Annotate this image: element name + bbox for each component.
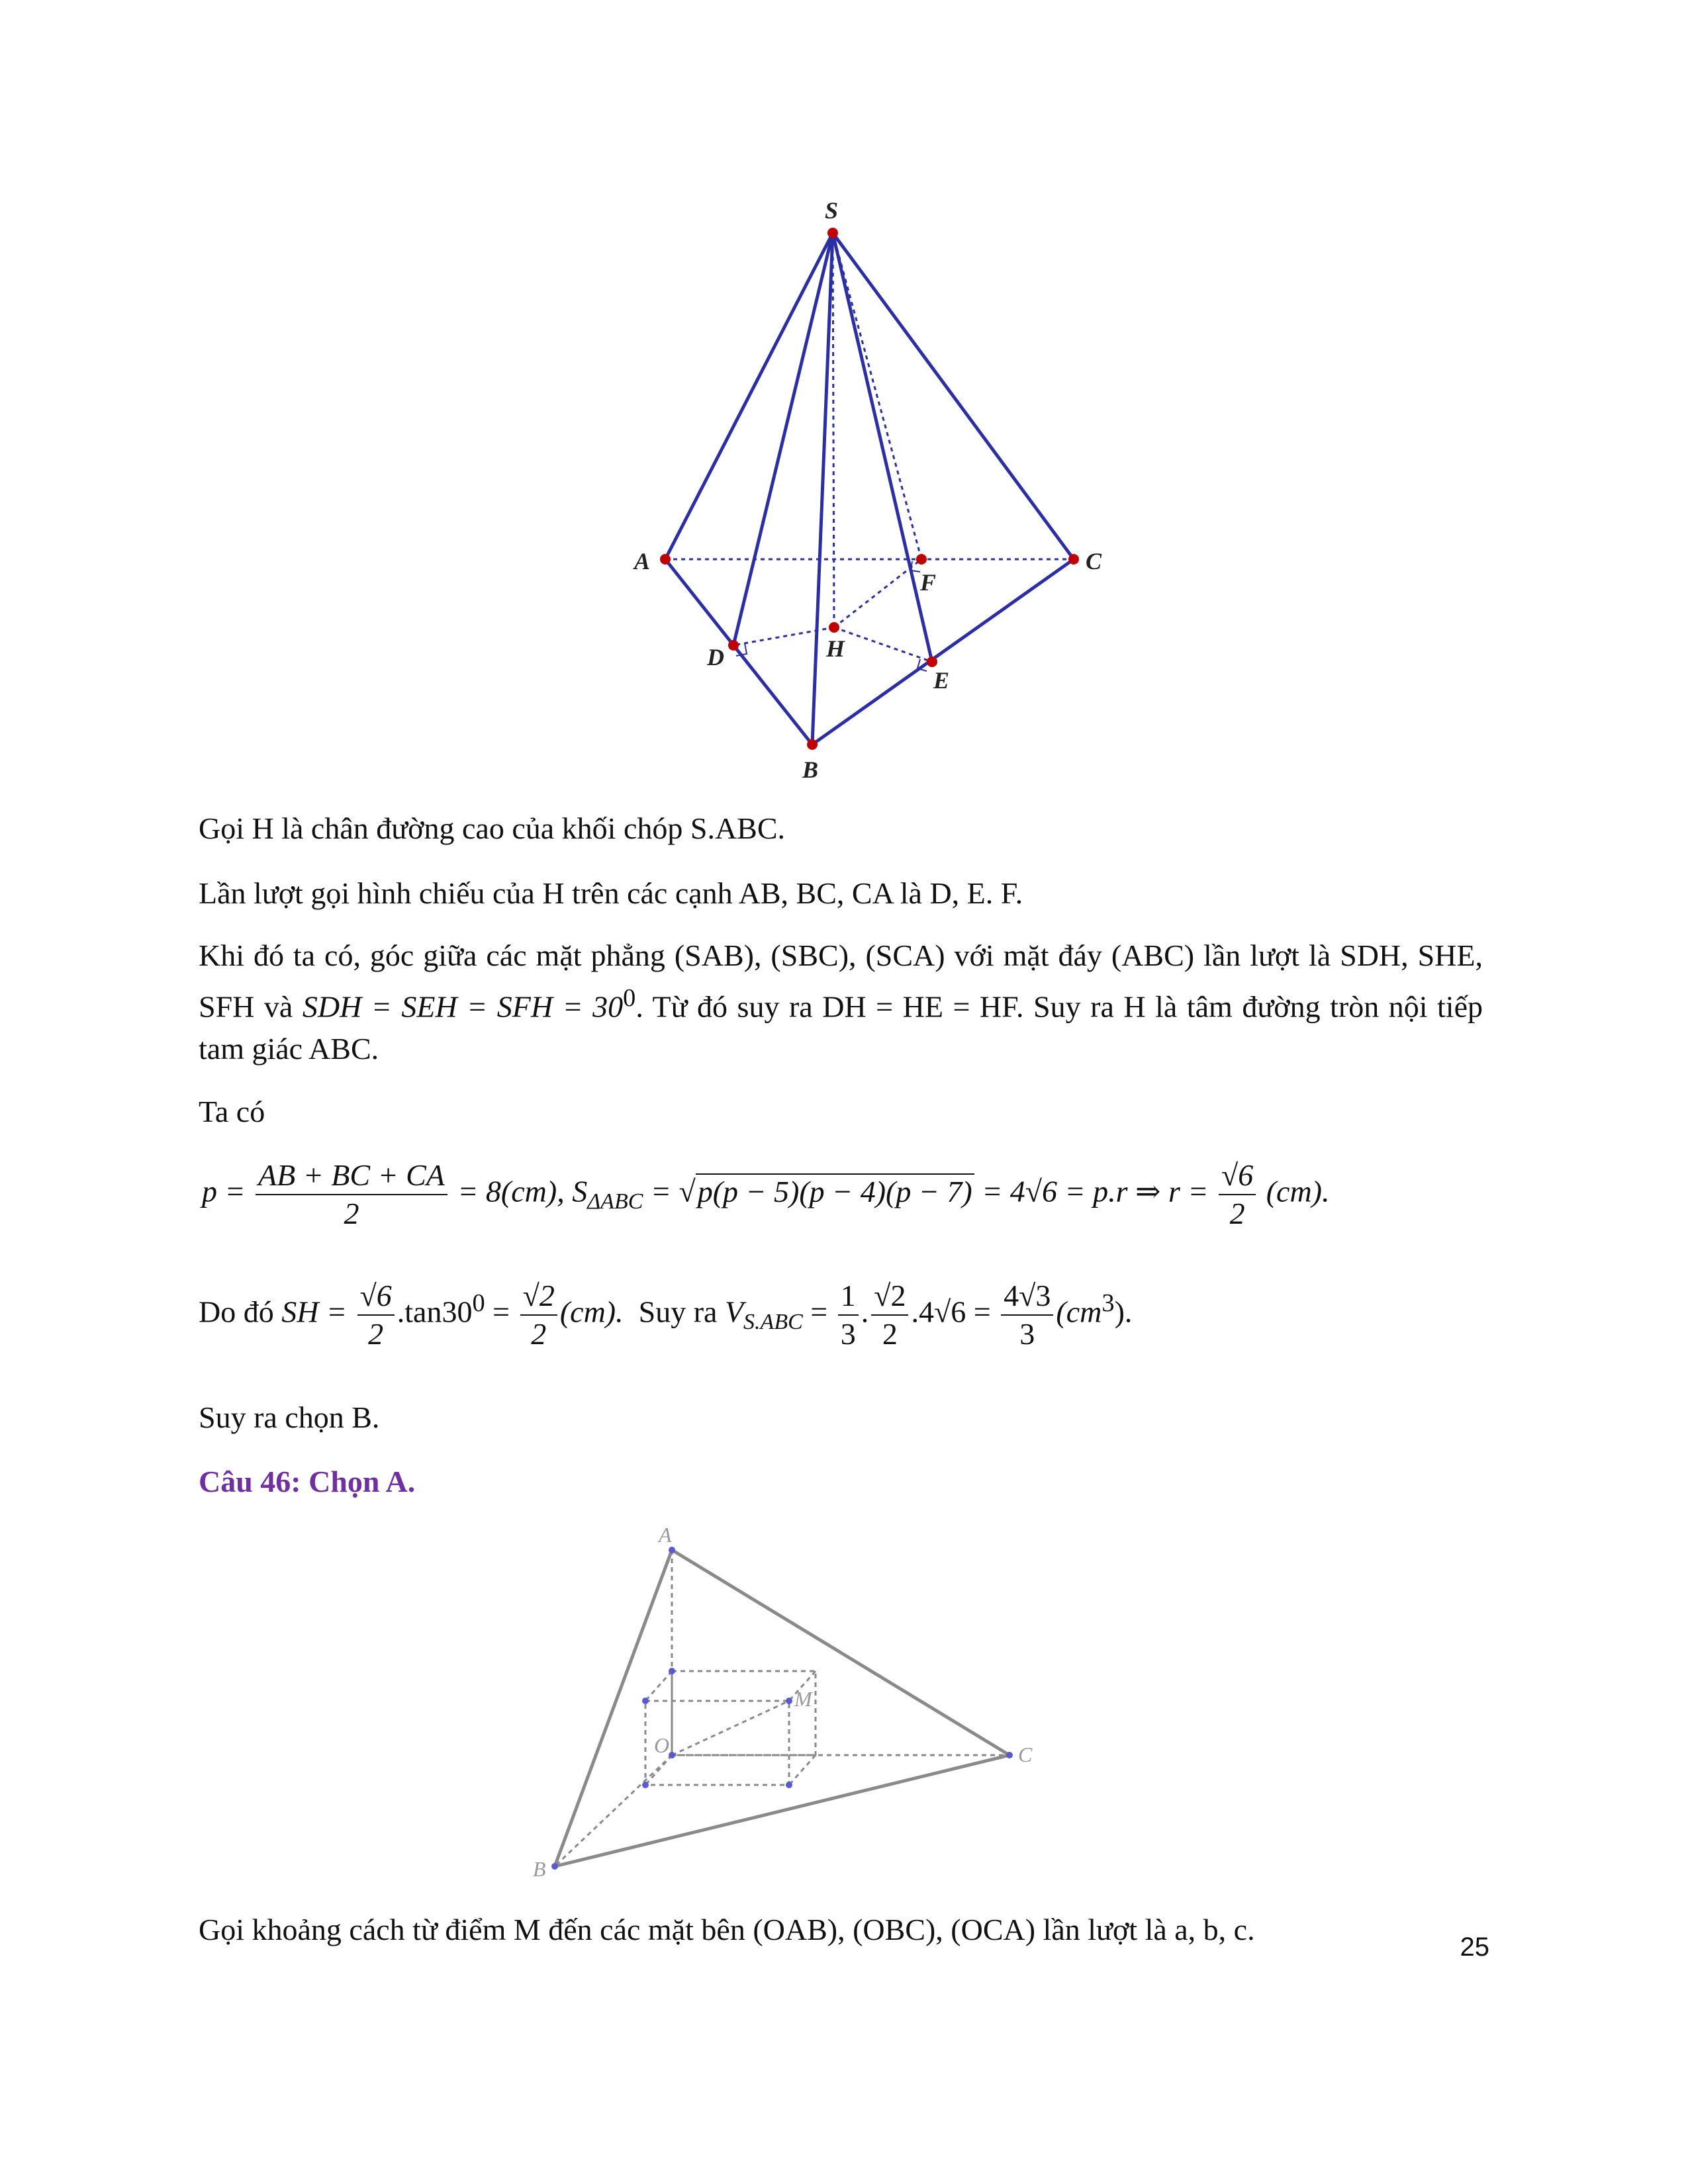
formula-perimeter-area: p = $\frac{AB + BC + CA}{2}$ = 8(cm), $S_{\Delta ABC} = √p(p - 5)(p - 4)(p - 7) = 4√6 = p.r$ ⇒ r = $\frac{√6}{2}$ (cm). (202, 1157, 1486, 1232)
edge-SF (833, 233, 921, 559)
formula-area-radicand: p(p − 5)(p − 4)(p − 7) (696, 1173, 974, 1208)
text-last-line: Gọi khoảng cách từ điểm M đến các mặt bên (OAB), (OBC), (OCA) lần lượt là a, b, c. (199, 1913, 1255, 1946)
sh-unit: (cm). (559, 1295, 624, 1329)
edge-AB (555, 1550, 672, 1866)
box-vertex (642, 1782, 649, 1788)
point-F (916, 554, 927, 565)
fraction-r (1219, 1157, 1256, 1232)
v-mid: .4√6 = (911, 1295, 991, 1329)
do-do-text: Do đó (199, 1295, 274, 1329)
label-C: C (1086, 548, 1102, 574)
suy-ra-text: Suy ra (638, 1295, 718, 1329)
edge-SE (833, 233, 932, 662)
box-edge-1 (645, 1671, 672, 1701)
fraction-sh-num: √6 (357, 1277, 395, 1316)
point-C (1006, 1752, 1013, 1758)
edge-BC (812, 559, 1074, 745)
question-heading: Câu 46: Chọn A. (199, 1465, 416, 1498)
v-unit-exp: 3 (1102, 1289, 1115, 1318)
text-line-2: Lần lượt gọi hình chiếu của H trên các cạnh AB, BC, CA là D, E. F. (199, 876, 1023, 910)
page-number: 25 (1460, 1933, 1489, 1962)
v-lhs: V (724, 1295, 744, 1329)
sh-eq: = (492, 1295, 510, 1329)
label-B: B (533, 1857, 546, 1881)
fraction-v1 (838, 1277, 859, 1353)
edge-AC (672, 1550, 1009, 1755)
label-O: O (654, 1733, 670, 1757)
fraction-v2-den: 2 (882, 1317, 898, 1351)
v-eq: = (810, 1295, 828, 1329)
formula-p-eq: = 8(cm), S (457, 1174, 588, 1208)
fraction-sh-den: 2 (368, 1317, 384, 1351)
edge-OB (555, 1755, 672, 1866)
angles-text-b: . Từ đó suy ra DH = HE = HF. Suy ra H là tâm đường tròn nội tiếp tam giác ABC. (199, 989, 1483, 1066)
fraction-v-result (1001, 1277, 1053, 1353)
formula-sh-volume: Do đó SH = $\frac{√6}{2}$ $.\tan 30^0$ = $\frac{√2}{2}$ (cm). Suy ra $V_{S.ABC}$ = $\frac{1}{3}$ . $\frac{√2}{2}$ .4√6 = $\frac{4√3}{3}$ $(cm^3)$. (199, 1277, 1483, 1353)
formula-area-sub: ΔABC (587, 1189, 643, 1214)
edge-BC (555, 1755, 1009, 1866)
angles-text-a: Khi đó ta có, góc giữa các mặt phẳng (SAB), (SBC), (SCA) với mặt đáy (ABC) lần lượt là SDH, SHE, SFH và (199, 938, 1483, 1024)
fraction-v2-num: √2 (871, 1277, 908, 1316)
point-D (728, 640, 739, 651)
label-A: A (659, 1523, 672, 1547)
box-vertex (642, 1698, 649, 1704)
edge-SA (665, 233, 833, 559)
fraction-sh-result-den: 2 (531, 1317, 547, 1351)
label-F: F (920, 569, 937, 596)
point-O (669, 1752, 675, 1758)
fraction-v-result-den: 3 (1019, 1317, 1035, 1351)
point-M (786, 1698, 792, 1704)
label-E: E (933, 667, 950, 694)
seg-HD (733, 627, 834, 645)
seg-HF (834, 559, 921, 627)
fraction-sh (357, 1277, 395, 1353)
box-vertex (786, 1782, 792, 1788)
sh-tan: .tan30 (397, 1295, 473, 1329)
fraction-p-den: 2 (344, 1197, 359, 1230)
point-A (669, 1547, 675, 1553)
fraction-v1-num: 1 (838, 1277, 859, 1316)
box-edge-4 (645, 1755, 672, 1785)
point-E (927, 657, 937, 667)
edge-AB (665, 559, 812, 745)
v-sub: S.ABC (743, 1309, 803, 1334)
edge-SH (833, 233, 834, 627)
fraction-v-result-num: 4√3 (1001, 1277, 1053, 1316)
seg-HE (834, 627, 932, 662)
fraction-v2 (871, 1277, 908, 1353)
label-D: D (707, 644, 724, 670)
formula-area-eq: = (650, 1174, 671, 1208)
label-C: C (1018, 1743, 1033, 1766)
sh-degree: 0 (472, 1289, 485, 1318)
tetrahedron-figure (516, 1516, 1066, 1886)
label-M: M (794, 1687, 812, 1711)
box-back (672, 1671, 816, 1755)
angles-equation: SDH = SEH = SFH = 30 (302, 989, 624, 1024)
fraction-sh-result-num: √2 (520, 1277, 557, 1316)
fraction-r-num: √6 (1219, 1157, 1256, 1195)
formula-area-result: = 4√6 = p.r ⇒ r = (982, 1174, 1209, 1208)
fraction-p (256, 1157, 447, 1232)
formula-r-unit: (cm). (1266, 1174, 1330, 1208)
text-ta-co: Ta có (199, 1095, 265, 1128)
fraction-r-den: 2 (1229, 1197, 1245, 1230)
label-A: A (634, 548, 651, 574)
point-C (1068, 554, 1079, 565)
box-edge-3 (789, 1755, 816, 1785)
sh-lhs: SH = (281, 1295, 347, 1329)
label-H: H (826, 635, 845, 662)
formula-p-lhs: p = (202, 1174, 246, 1208)
label-S: S (825, 197, 839, 224)
text-paragraph-angles (199, 934, 1483, 1070)
v-unit-close: ). (1114, 1295, 1133, 1329)
text-line-1: Gọi H là chân đường cao của khối chóp S.ABC. (199, 811, 786, 845)
label-B: B (802, 756, 819, 783)
point-B (807, 739, 818, 750)
v-unit: (cm (1056, 1295, 1102, 1329)
segment-OM (672, 1701, 789, 1755)
fraction-p-num: AB + BC + CA (256, 1157, 447, 1195)
point-H (829, 622, 839, 633)
text-choose-b: Suy ra chọn B. (199, 1400, 380, 1434)
point-S (827, 228, 838, 238)
fraction-sh-result (520, 1277, 557, 1353)
box-vertex (669, 1668, 675, 1674)
pyramid-figure (596, 185, 1139, 794)
point-A (660, 554, 671, 565)
point-B (551, 1863, 558, 1870)
fraction-v1-den: 3 (840, 1317, 856, 1351)
angles-degree: 0 (623, 984, 636, 1012)
